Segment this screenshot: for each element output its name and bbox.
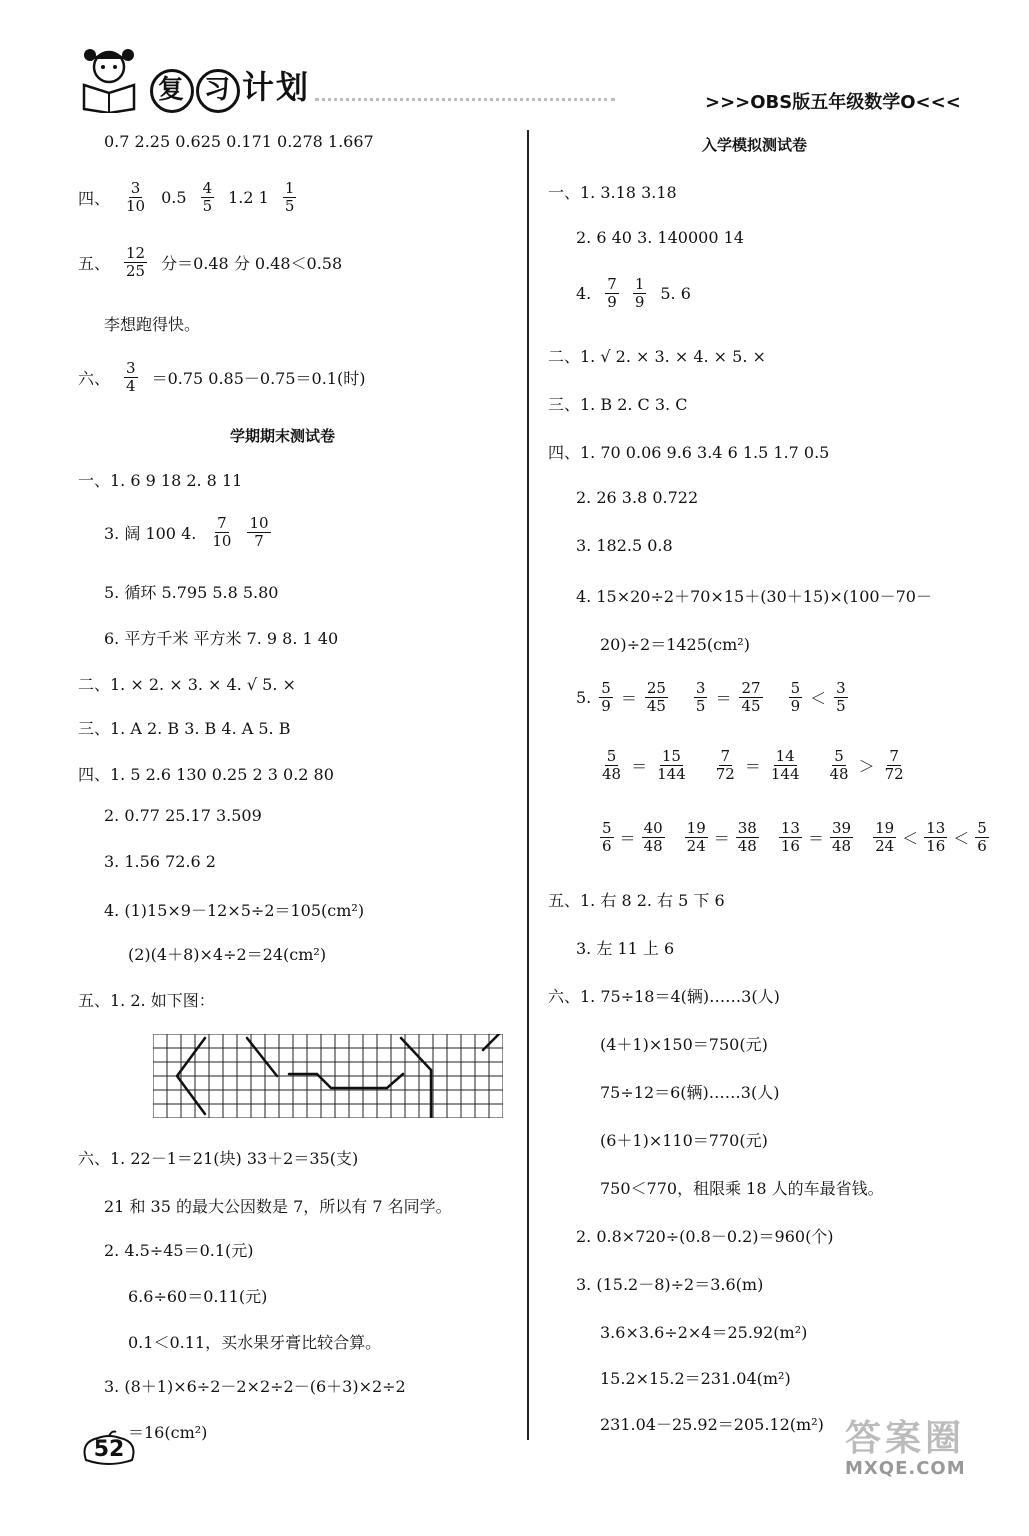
brand-char-1: 复 xyxy=(150,69,194,113)
answer-line: 3.6×3.6÷2×4＝25.92(m²) xyxy=(600,1323,808,1342)
section-number: 五、 xyxy=(78,254,111,273)
column-divider xyxy=(527,130,529,1440)
header-dotted-rule xyxy=(315,98,615,101)
answer-line: 二、1. × 2. × 3. × 4. √ 5. × xyxy=(78,675,296,694)
answer-line: 21 和 35 的最大公因数是 7，所以有 7 名同学。 xyxy=(104,1197,452,1216)
answer-line: 3. 182.5 0.8 xyxy=(576,536,673,555)
brand-title xyxy=(150,62,310,113)
edition-label: >>>OBS版五年级数学O<<< xyxy=(705,92,961,113)
fraction: $\frac{3}{10}$ xyxy=(126,179,146,215)
watermark-small: MXQE.COM xyxy=(845,1458,966,1479)
answer-line: 3. 左 11 上 6 xyxy=(576,939,675,958)
answer-line: 三、1. B 2. C 3. C xyxy=(548,395,688,414)
answer-line: 2. 0.77 25.17 3.509 xyxy=(104,806,262,825)
brand-rest: 计划 xyxy=(242,68,311,106)
answer-line: (4＋1)×150＝750(元) xyxy=(600,1035,768,1054)
fraction: $\frac{12}{25}$ xyxy=(126,244,146,280)
answer-line-fractions xyxy=(78,180,296,215)
answer-line-fractions xyxy=(104,515,271,550)
answer-line: 四、1. 5 2.6 130 0.25 2 3 0.2 80 xyxy=(78,765,334,784)
section-number: 四、 xyxy=(78,189,111,208)
answer-value: 1.2 1 xyxy=(228,188,269,207)
answer-line: 3. (8＋1)×6÷2－2×2÷2－(6＋3)×2÷2 xyxy=(104,1377,406,1396)
answer-line: 20)÷2＝1425(cm²) xyxy=(600,635,750,654)
page-header xyxy=(0,0,1029,125)
fraction: $\frac{10}{7}$ xyxy=(249,514,269,550)
answer-line: 3. 1.56 72.6 2 xyxy=(104,852,216,871)
answer-line-fractions: $\frac{5}{6}$ ＝ $\frac{40}{48}$ $\frac{19}{24}$ ＝ $\frac{38}{48}$ $\frac{13}{16}$ ＝ $\frac{39}{48}$ $\frac{19}{24}$ ＜ $\frac{13}{16}$ ＜ $\frac{5}{6}$ xyxy=(602,819,987,855)
answer-line: 一、1. 3.18 3.18 xyxy=(548,183,677,202)
answer-value: 分＝0.48 分 0.48＜0.58 xyxy=(161,254,343,273)
answer-line: 2. 4.5÷45＝0.1(元) xyxy=(104,1241,254,1260)
answer-line: 二、1. √ 2. × 3. × 4. × 5. × xyxy=(548,347,766,366)
answer-line: 15.2×15.2＝231.04(m²) xyxy=(600,1369,791,1388)
fraction: $\frac{1}{9}$ xyxy=(634,275,645,311)
answer-value: 3. 阔 100 4. xyxy=(104,524,197,543)
answer-line: 六、1. 22－1＝21(块) 33＋2＝35(支) xyxy=(78,1149,359,1168)
answer-line: 4. 15×20÷2＋70×15＋(30＋15)×(100－70－ xyxy=(576,587,932,606)
answer-line: 五、1. 右 8 2. 右 5 下 6 xyxy=(548,891,725,910)
answer-grid-figure xyxy=(153,1034,503,1118)
fraction: $\frac{7}{10}$ xyxy=(212,514,232,550)
answer-line: 6. 平方千米 平方米 7. 9 8. 1 40 xyxy=(104,629,339,648)
section-title: 入学模拟测试卷 xyxy=(702,136,808,154)
answer-line-fractions xyxy=(576,276,691,311)
section-number: 六、 xyxy=(78,369,111,388)
answer-line-fractions: 5. $\frac{5}{9}$ ＝ $\frac{25}{45}$ $\frac{3}{5}$ ＝ $\frac{27}{45}$ $\frac{5}{9}$ ＜ $\frac{3}{5}$ xyxy=(576,679,846,715)
answer-value: 0.5 xyxy=(161,188,187,207)
reading-child-icon xyxy=(78,45,140,113)
answer-line: 0.1＜0.11，买水果牙膏比较合算。 xyxy=(128,1333,382,1352)
answer-line: (2)(4＋8)×4÷2＝24(cm²) xyxy=(128,945,327,964)
brand-char-2: 习 xyxy=(196,69,240,113)
answer-line: 231.04－25.92＝205.12(m²) xyxy=(600,1415,824,1434)
answer-value: ＝0.75 0.85－0.75＝0.1(时) xyxy=(151,369,366,388)
answer-value: 5. 6 xyxy=(660,284,691,303)
fraction: $\frac{4}{5}$ xyxy=(202,179,213,215)
answer-line: ＝16(cm²) xyxy=(128,1423,208,1442)
answer-line: 六、1. 75÷18＝4(辆)……3(人) xyxy=(548,987,780,1006)
answer-line: (6＋1)×110＝770(元) xyxy=(600,1131,768,1150)
watermark-big: 答案圈 xyxy=(845,1418,966,1459)
page-number-text: 52 xyxy=(93,1437,125,1462)
fraction: $\frac{1}{5}$ xyxy=(284,179,295,215)
answer-line: 三、1. A 2. B 3. B 4. A 5. B xyxy=(78,719,291,738)
answer-line: 6.6÷60＝0.11(元) xyxy=(128,1287,268,1306)
answer-line: 2. 26 3.8 0.722 xyxy=(576,488,699,507)
section-title: 学期期末测试卷 xyxy=(230,427,336,445)
answer-value: 5. xyxy=(576,688,592,707)
answer-value: 4. xyxy=(576,284,592,303)
answer-line: 2. 6 40 3. 140000 14 xyxy=(576,228,744,247)
watermark xyxy=(845,1420,966,1479)
answer-line: 一、1. 6 9 18 2. 8 11 xyxy=(78,471,243,490)
answer-line: 75÷12＝6(辆)……3(人) xyxy=(600,1083,780,1102)
answer-line-fractions xyxy=(78,360,365,395)
answer-line: 2. 0.8×720÷(0.8－0.2)＝960(个) xyxy=(576,1227,834,1246)
answer-line: 750＜770，租限乘 18 人的车最省钱。 xyxy=(600,1179,884,1198)
answer-line: 4. (1)15×9－12×5÷2＝105(cm²) xyxy=(104,901,365,920)
answer-line: 四、1. 70 0.06 9.6 3.4 6 1.5 1.7 0.5 xyxy=(548,443,830,462)
answer-line-fractions: $\frac{5}{48}$ ＝ $\frac{15}{144}$ $\frac{7}{72}$ ＝ $\frac{14}{144}$ $\frac{5}{48}$ ＞ $\frac{7}{72}$ xyxy=(602,747,904,783)
fraction: $\frac{3}{4}$ xyxy=(126,359,136,395)
answer-line: 五、1. 2. 如下图： xyxy=(78,991,215,1010)
answer-line: 5. 循环 5.795 5.8 5.80 xyxy=(104,583,279,602)
answer-line: 李想跑得快。 xyxy=(104,315,201,334)
fraction: $\frac{7}{9}$ xyxy=(607,275,617,311)
page-number xyxy=(78,1430,140,1466)
answer-line-fractions xyxy=(78,245,342,280)
answer-line: 0.7 2.25 0.625 0.171 0.278 1.667 xyxy=(104,132,374,151)
answer-line: 3. (15.2－8)÷2＝3.6(m) xyxy=(576,1275,764,1294)
